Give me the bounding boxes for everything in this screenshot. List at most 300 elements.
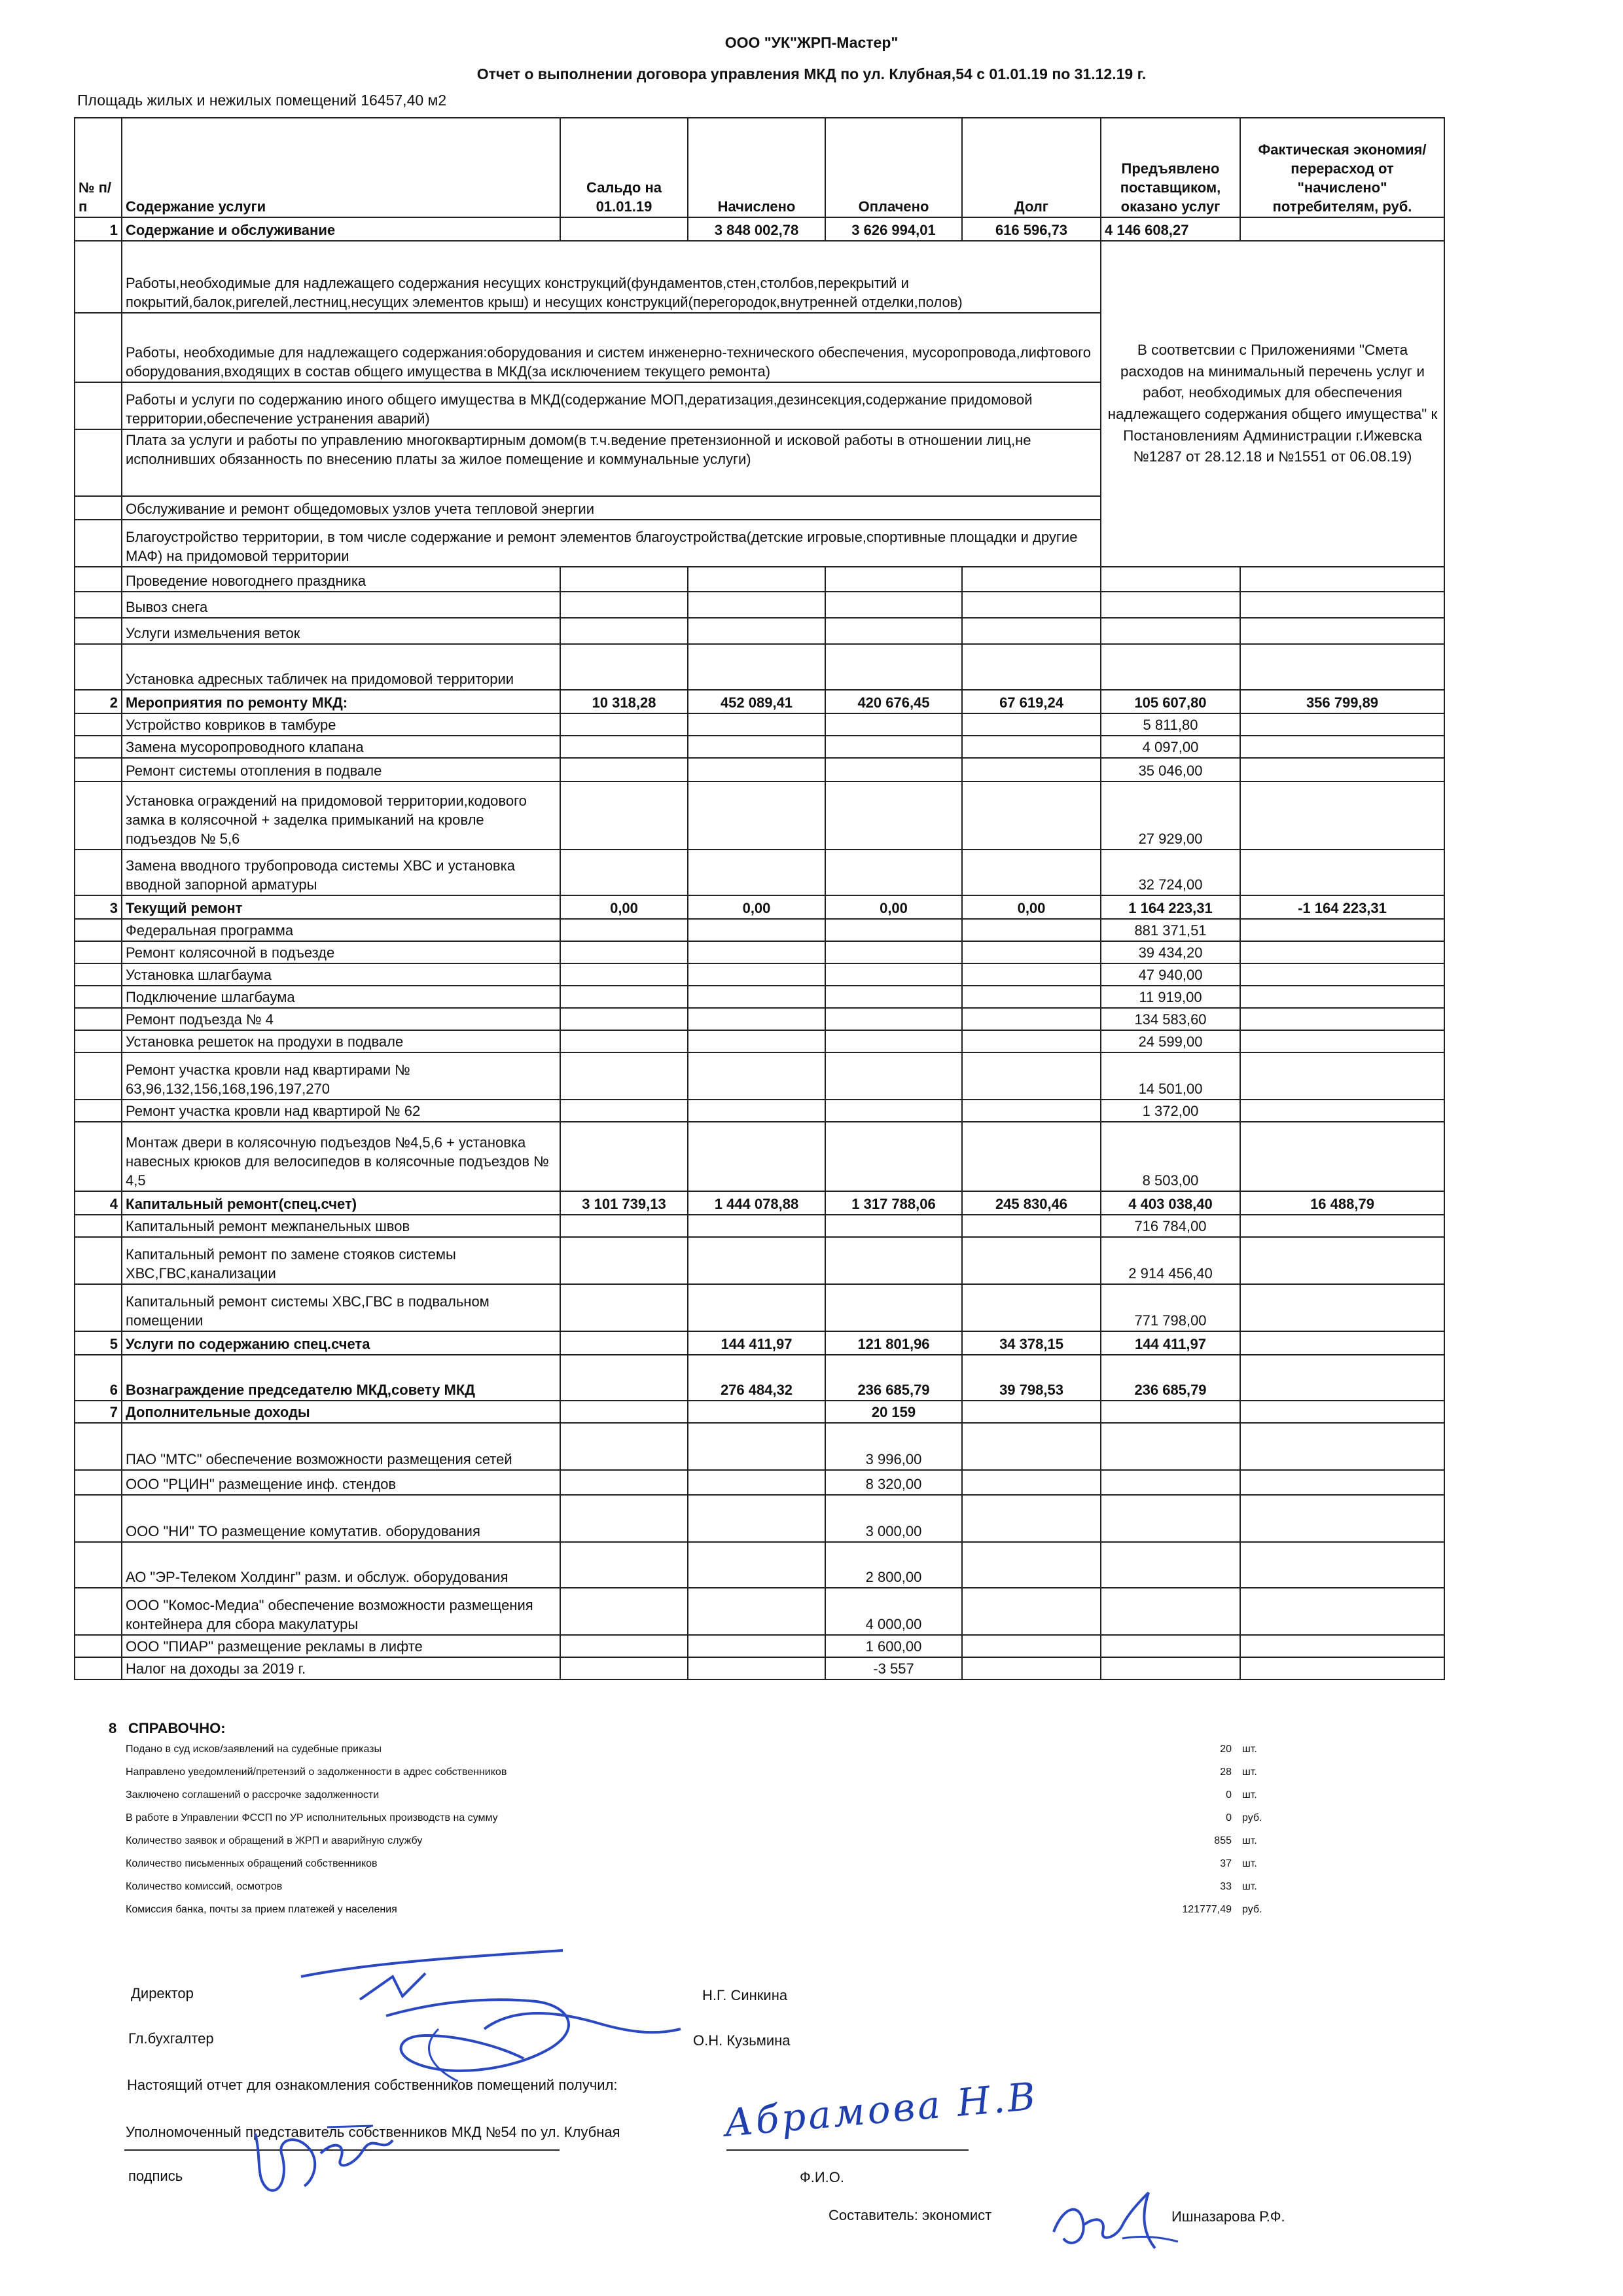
row-cell bbox=[1240, 1284, 1444, 1331]
row-num bbox=[75, 1423, 122, 1470]
col-num: № п/п bbox=[75, 118, 122, 217]
compiler-signature bbox=[1044, 2186, 1181, 2258]
row-balance: 3 101 739,13 bbox=[560, 1191, 688, 1215]
row-cell bbox=[825, 592, 962, 618]
row-cell bbox=[1240, 1052, 1444, 1100]
reference-unit: руб. bbox=[1242, 1812, 1262, 1823]
row-cell bbox=[560, 1052, 688, 1100]
row-num bbox=[75, 1008, 122, 1030]
col-charged: Начислено bbox=[688, 118, 825, 217]
row-cell bbox=[688, 1030, 825, 1052]
director-signature bbox=[288, 1937, 694, 2094]
table-row bbox=[75, 1122, 1444, 1191]
reference-label: Подано в суд исков/заявлений на судебные приказы bbox=[126, 1744, 382, 1755]
reference-value: 37 bbox=[1220, 1858, 1232, 1869]
row-name: Услуги измельчения веток bbox=[122, 618, 560, 644]
row-name: ООО "РЦИН" размещение инф. стендов bbox=[122, 1470, 560, 1495]
row-num bbox=[75, 1030, 122, 1052]
row-cell bbox=[688, 850, 825, 895]
section-row bbox=[75, 1331, 1444, 1355]
table-row bbox=[75, 644, 1444, 690]
row-cell bbox=[962, 1284, 1101, 1331]
row-num bbox=[75, 496, 122, 520]
row-cell bbox=[825, 1237, 962, 1284]
row-num bbox=[75, 1284, 122, 1331]
col-economy: Фактическая экономия/перерасход от "начислено" потребителям, руб. bbox=[1240, 118, 1444, 217]
row-num bbox=[75, 963, 122, 986]
row-cell bbox=[1240, 850, 1444, 895]
table-row bbox=[75, 1030, 1444, 1052]
row-cell bbox=[688, 1401, 825, 1423]
row-cell bbox=[560, 1470, 688, 1495]
row-num bbox=[75, 429, 122, 496]
row-cell bbox=[560, 567, 688, 592]
row-cell bbox=[1240, 1635, 1444, 1657]
row-cell bbox=[825, 1008, 962, 1030]
row-cell bbox=[1240, 919, 1444, 941]
table-row bbox=[75, 1008, 1444, 1030]
row-name: Установка шлагбаума bbox=[122, 963, 560, 986]
row-cell bbox=[688, 941, 825, 963]
row-num bbox=[75, 520, 122, 567]
table-row bbox=[75, 713, 1444, 736]
row-cell bbox=[825, 1122, 962, 1191]
representative-signature bbox=[242, 2114, 399, 2199]
row-presented: 47 940,00 bbox=[1101, 963, 1240, 986]
director-name: Н.Г. Синкина bbox=[702, 1987, 788, 2003]
table-row bbox=[75, 758, 1444, 781]
reference-item bbox=[126, 1812, 1304, 1835]
row-cell bbox=[560, 713, 688, 736]
col-balance: Сальдо на 01.01.19 bbox=[560, 118, 688, 217]
row-cell bbox=[962, 781, 1101, 850]
area-info: Площадь жилых и нежилых помещений 16457,40 м2 bbox=[77, 92, 447, 109]
row-debt: 616 596,73 bbox=[962, 217, 1101, 241]
row-cell bbox=[688, 1542, 825, 1588]
row-num bbox=[75, 1052, 122, 1100]
row-cell bbox=[962, 850, 1101, 895]
reference-value: 0 bbox=[1226, 1812, 1232, 1823]
table-row bbox=[75, 986, 1444, 1008]
row-name: Ремонт колясочной в подъезде bbox=[122, 941, 560, 963]
reference-item bbox=[126, 1767, 1304, 1789]
row-cell bbox=[688, 592, 825, 618]
row-name: Работы и услуги по содержанию иного общего имущества в МКД(содержание МОП,дератизация,дезинсекция,содержание придомовой территории,обеспечение устранения аварий) bbox=[122, 382, 1101, 429]
row-cell bbox=[962, 1657, 1101, 1679]
reference-item bbox=[126, 1744, 1304, 1766]
reference-value: 33 bbox=[1220, 1881, 1232, 1892]
row-num bbox=[75, 1495, 122, 1542]
row-cell bbox=[1101, 1423, 1240, 1470]
row-cell bbox=[1240, 1355, 1444, 1401]
row-num bbox=[75, 758, 122, 781]
row-cell bbox=[688, 567, 825, 592]
table-row bbox=[75, 592, 1444, 618]
row-presented: 24 599,00 bbox=[1101, 1030, 1240, 1052]
row-balance: 10 318,28 bbox=[560, 690, 688, 713]
row-name: ПАО "МТС" обеспечение возможности размещения сетей bbox=[122, 1423, 560, 1470]
row-charged: 276 484,32 bbox=[688, 1355, 825, 1401]
row-paid: 1 600,00 bbox=[825, 1635, 962, 1657]
row-cell bbox=[688, 1008, 825, 1030]
reference-unit: шт. bbox=[1242, 1835, 1257, 1846]
reference-unit: шт. bbox=[1242, 1789, 1257, 1801]
row-presented: 11 919,00 bbox=[1101, 986, 1240, 1008]
row-num bbox=[75, 382, 122, 429]
row-name: Налог на доходы за 2019 г. bbox=[122, 1657, 560, 1679]
row-debt: 34 378,15 bbox=[962, 1331, 1101, 1355]
row-cell bbox=[560, 1355, 688, 1401]
row-cell bbox=[560, 986, 688, 1008]
row-cell bbox=[560, 1008, 688, 1030]
col-paid: Оплачено bbox=[825, 118, 962, 217]
row-cell bbox=[1240, 644, 1444, 690]
row-name: Содержание и обслуживание bbox=[122, 217, 560, 241]
row-cell bbox=[962, 1100, 1101, 1122]
row-cell bbox=[962, 1008, 1101, 1030]
row-cell bbox=[560, 1122, 688, 1191]
row-num bbox=[75, 1215, 122, 1237]
row-cell bbox=[825, 781, 962, 850]
reference-label: Направлено уведомлений/претензий о задолженности в адрес собственников bbox=[126, 1767, 507, 1778]
row-cell bbox=[688, 618, 825, 644]
row-presented: 105 607,80 bbox=[1101, 690, 1240, 713]
table-row bbox=[75, 1542, 1444, 1588]
reference-value: 121777,49 bbox=[1182, 1904, 1232, 1915]
received-note: Настоящий отчет для ознакомления собственников помещений получил: bbox=[127, 2077, 618, 2093]
row-cell bbox=[825, 1030, 962, 1052]
row-cell bbox=[825, 1284, 962, 1331]
row-cell bbox=[1240, 1331, 1444, 1355]
row-cell bbox=[962, 618, 1101, 644]
row-paid: 0,00 bbox=[825, 895, 962, 919]
row-cell bbox=[1240, 1588, 1444, 1635]
row-name: Вознаграждение председателю МКД,совету МКД bbox=[122, 1355, 560, 1401]
section-row bbox=[75, 1355, 1444, 1401]
row-name: Капитальный ремонт системы ХВС,ГВС в подвальном помещении bbox=[122, 1284, 560, 1331]
section-row bbox=[75, 1401, 1444, 1423]
row-num bbox=[75, 1635, 122, 1657]
row-cell bbox=[688, 1100, 825, 1122]
row-presented: 1 372,00 bbox=[1101, 1100, 1240, 1122]
row-presented: 8 503,00 bbox=[1101, 1122, 1240, 1191]
row-presented: 4 097,00 bbox=[1101, 736, 1240, 758]
row-name: Подключение шлагбаума bbox=[122, 986, 560, 1008]
table-row bbox=[75, 1495, 1444, 1542]
table-row bbox=[75, 1657, 1444, 1679]
row-cell bbox=[1240, 1423, 1444, 1470]
company-name: ООО "УК"ЖРП-Мастер" bbox=[724, 34, 899, 51]
row-cell bbox=[688, 644, 825, 690]
row-num bbox=[75, 1542, 122, 1588]
reference-item bbox=[126, 1835, 1304, 1857]
col-presented: Предъявлено поставщиком, оказано услуг bbox=[1101, 118, 1240, 217]
row-cell bbox=[560, 963, 688, 986]
row-cell bbox=[825, 567, 962, 592]
row-economy: 16 488,79 bbox=[1240, 1191, 1444, 1215]
row-cell bbox=[1101, 592, 1240, 618]
row-num: 2 bbox=[75, 690, 122, 713]
row-charged: 1 444 078,88 bbox=[688, 1191, 825, 1215]
handwritten-name: Абрамова Н.В bbox=[722, 2073, 1040, 2145]
row-cell bbox=[1240, 963, 1444, 986]
row-name: Обслуживание и ремонт общедомовых узлов учета тепловой энергии bbox=[122, 496, 1101, 520]
row-cell bbox=[1240, 1470, 1444, 1495]
row-cell bbox=[1240, 1237, 1444, 1284]
section-row bbox=[75, 1191, 1444, 1215]
row-cell bbox=[825, 1052, 962, 1100]
row-paid: 4 000,00 bbox=[825, 1588, 962, 1635]
row-presented: 236 685,79 bbox=[1101, 1355, 1240, 1401]
reference-value: 0 bbox=[1226, 1789, 1232, 1801]
row-debt: 245 830,46 bbox=[962, 1191, 1101, 1215]
row-debt: 39 798,53 bbox=[962, 1355, 1101, 1401]
row-num bbox=[75, 986, 122, 1008]
row-num bbox=[75, 781, 122, 850]
row-name: Дополнительные доходы bbox=[122, 1401, 560, 1423]
reference-unit: шт. bbox=[1242, 1881, 1257, 1892]
row-cell bbox=[560, 618, 688, 644]
row-presented: 35 046,00 bbox=[1101, 758, 1240, 781]
row-paid: 8 320,00 bbox=[825, 1470, 962, 1495]
row-cell bbox=[688, 758, 825, 781]
row-cell bbox=[962, 1495, 1101, 1542]
reference-unit: шт. bbox=[1242, 1858, 1257, 1869]
row-cell bbox=[825, 1215, 962, 1237]
row-paid: 121 801,96 bbox=[825, 1331, 962, 1355]
reference-label: Количество письменных обращений собственников bbox=[126, 1858, 378, 1869]
row-cell bbox=[1240, 1100, 1444, 1122]
row-name: Ремонт системы отопления в подвале bbox=[122, 758, 560, 781]
row-cell bbox=[1240, 986, 1444, 1008]
row-economy bbox=[1240, 217, 1444, 241]
row-name: Проведение новогоднего праздника bbox=[122, 567, 560, 592]
row-name: Установка адресных табличек на придомовой территории bbox=[122, 644, 560, 690]
table-row bbox=[75, 963, 1444, 986]
row-name: Капитальный ремонт по замене стояков системы ХВС,ГВС,канализации bbox=[122, 1237, 560, 1284]
row-num bbox=[75, 713, 122, 736]
row-name: Ремонт подъезда № 4 bbox=[122, 1008, 560, 1030]
row-cell bbox=[962, 1052, 1101, 1100]
row-num bbox=[75, 941, 122, 963]
row-cell bbox=[962, 1215, 1101, 1237]
row-cell bbox=[560, 1423, 688, 1470]
row-num bbox=[75, 736, 122, 758]
row-presented: 881 371,51 bbox=[1101, 919, 1240, 941]
row-num: 3 bbox=[75, 895, 122, 919]
row-cell bbox=[560, 736, 688, 758]
row-cell bbox=[1240, 1401, 1444, 1423]
row-paid: 20 159 bbox=[825, 1401, 962, 1423]
reference-num: 8 bbox=[109, 1720, 117, 1736]
row-num bbox=[75, 919, 122, 941]
row-num: 4 bbox=[75, 1191, 122, 1215]
row-cell bbox=[1101, 1401, 1240, 1423]
reference-label: В работе в Управлении ФССП по УР исполнительных производств на сумму bbox=[126, 1812, 498, 1823]
section-row bbox=[75, 217, 1444, 241]
row-cell bbox=[560, 850, 688, 895]
row-cell bbox=[962, 1122, 1101, 1191]
row-name: Вывоз снега bbox=[122, 592, 560, 618]
row-paid: 3 996,00 bbox=[825, 1423, 962, 1470]
row-num bbox=[75, 1100, 122, 1122]
row-cell bbox=[688, 1122, 825, 1191]
row-cell bbox=[962, 941, 1101, 963]
row-cell bbox=[962, 1401, 1101, 1423]
row-cell bbox=[1240, 1657, 1444, 1679]
row-name: Устройство ковриков в тамбуре bbox=[122, 713, 560, 736]
row-cell bbox=[1240, 941, 1444, 963]
row-charged: 144 411,97 bbox=[688, 1331, 825, 1355]
row-charged: 3 848 002,78 bbox=[688, 217, 825, 241]
report-table bbox=[74, 117, 1445, 1680]
row-cell bbox=[688, 963, 825, 986]
row-name: Замена вводного трубопровода системы ХВС и установка вводной запорной арматуры bbox=[122, 850, 560, 895]
row-name: Ремонт участка кровли над квартирой № 62 bbox=[122, 1100, 560, 1122]
row-cell bbox=[825, 1100, 962, 1122]
row-presented: 27 929,00 bbox=[1101, 781, 1240, 850]
row-cell bbox=[962, 1588, 1101, 1635]
row-paid: 420 676,45 bbox=[825, 690, 962, 713]
row-presented: 134 583,60 bbox=[1101, 1008, 1240, 1030]
row-cell bbox=[688, 1052, 825, 1100]
table-row bbox=[75, 1423, 1444, 1470]
row-cell bbox=[688, 781, 825, 850]
reference-label: Комиссия банка, почты за прием платежей у населения bbox=[126, 1904, 397, 1915]
row-num bbox=[75, 644, 122, 690]
row-cell bbox=[962, 1470, 1101, 1495]
row-name: Капитальный ремонт межпанельных швов bbox=[122, 1215, 560, 1237]
row-name: Мероприятия по ремонту МКД: bbox=[122, 690, 560, 713]
row-cell bbox=[962, 1237, 1101, 1284]
row-cell bbox=[688, 1237, 825, 1284]
report-title: Отчет о выполнении договора управления МКД по ул. Клубная,54 с 01.01.19 по 31.12.19 г. bbox=[476, 65, 1147, 82]
row-cell bbox=[560, 592, 688, 618]
compiler-name: Ишназарова Р.Ф. bbox=[1171, 2208, 1285, 2225]
table-row bbox=[75, 919, 1444, 941]
reference-item bbox=[126, 1858, 1304, 1880]
table-row bbox=[75, 1237, 1444, 1284]
row-name: Ремонт участка кровли над квартирами № 63,96,132,156,168,196,197,270 bbox=[122, 1052, 560, 1100]
row-cell bbox=[560, 1635, 688, 1657]
row-paid: 3 626 994,01 bbox=[825, 217, 962, 241]
row-cell bbox=[560, 1237, 688, 1284]
table-row bbox=[75, 1635, 1444, 1657]
row-cell bbox=[1240, 713, 1444, 736]
row-cell bbox=[1101, 1635, 1240, 1657]
reference-value: 28 bbox=[1220, 1767, 1232, 1778]
table-row bbox=[75, 1284, 1444, 1331]
row-num: 5 bbox=[75, 1331, 122, 1355]
reference-unit: шт. bbox=[1242, 1744, 1257, 1755]
row-cell bbox=[688, 1284, 825, 1331]
accountant-name: О.Н. Кузьмина bbox=[693, 2032, 791, 2049]
sign-label: подпись bbox=[128, 2168, 183, 2184]
row-cell bbox=[962, 1030, 1101, 1052]
row-num bbox=[75, 592, 122, 618]
row-presented: 14 501,00 bbox=[1101, 1052, 1240, 1100]
row-name: Работы, необходимые для надлежащего содержания:оборудования и систем инженерно-технического обеспечения, мусоропровода,лифтового оборудования,входящих в состав общего имущества в МКД(за исключением текущего ремонта) bbox=[122, 313, 1101, 382]
row-presented: 1 164 223,31 bbox=[1101, 895, 1240, 919]
row-cell bbox=[688, 1423, 825, 1470]
row-paid: 236 685,79 bbox=[825, 1355, 962, 1401]
row-cell bbox=[1240, 1030, 1444, 1052]
table-row bbox=[75, 1052, 1444, 1100]
reference-unit: руб. bbox=[1242, 1904, 1262, 1915]
row-name: Капитальный ремонт(спец.счет) bbox=[122, 1191, 560, 1215]
row-cell bbox=[560, 1215, 688, 1237]
row-cell bbox=[825, 736, 962, 758]
row-cell bbox=[560, 941, 688, 963]
row-name: Услуги по содержанию спец.счета bbox=[122, 1331, 560, 1355]
row-name: Благоустройство территории, в том числе содержание и ремонт элементов благоустройства(детские игровые,спортивные площадки и другие МАФ) на придомовой территории bbox=[122, 520, 1101, 567]
row-cell bbox=[1240, 1542, 1444, 1588]
row-num: 1 bbox=[75, 217, 122, 241]
row-cell bbox=[560, 1657, 688, 1679]
accountant-label: Гл.бухгалтер bbox=[128, 2030, 214, 2047]
row-cell bbox=[1101, 567, 1240, 592]
reference-unit: шт. bbox=[1242, 1767, 1257, 1778]
table-row bbox=[75, 850, 1444, 895]
table-row bbox=[75, 618, 1444, 644]
row-num: 6 bbox=[75, 1355, 122, 1401]
representative-label: Уполномоченный представитель собственников МКД №54 по ул. Клубная bbox=[126, 2124, 620, 2140]
row-num bbox=[75, 1237, 122, 1284]
row-cell bbox=[825, 986, 962, 1008]
section-row bbox=[75, 895, 1444, 919]
row-cell bbox=[560, 1588, 688, 1635]
reference-label: Количество комиссий, осмотров bbox=[126, 1881, 283, 1892]
row-name: Работы,необходимые для надлежащего содержания несущих конструкций(фундаментов,стен,столбов,перекрытий и покрытий,балок,ригелей,лестниц,несущих элементов крыш) и несущих конструкций(перегородок,внутренней отделки,полов) bbox=[122, 241, 1101, 313]
row-cell bbox=[688, 986, 825, 1008]
row-presented: 4 146 608,27 bbox=[1101, 217, 1240, 241]
row-cell bbox=[1240, 618, 1444, 644]
row-cell bbox=[1101, 618, 1240, 644]
row-num bbox=[75, 313, 122, 382]
row-name: Установка ограждений на придомовой территории,кодового замка в колясочной + заделка примыканий на кровле подъездов № 5,6 bbox=[122, 781, 560, 850]
row-name: ООО "НИ" ТО размещение комутатив. оборудования bbox=[122, 1495, 560, 1542]
row-name: Монтаж двери в колясочную подъездов №4,5,6 + установка навесных крюков для велосипедов в колясочные подъездов № 4,5 bbox=[122, 1122, 560, 1191]
reference-label: Заключено соглашений о рассрочке задолженности bbox=[126, 1789, 380, 1801]
row-charged: 452 089,41 bbox=[688, 690, 825, 713]
row-economy: -1 164 223,31 bbox=[1240, 895, 1444, 919]
row-cell bbox=[825, 850, 962, 895]
row-cell bbox=[560, 1401, 688, 1423]
row-cell bbox=[688, 736, 825, 758]
row-cell bbox=[962, 1423, 1101, 1470]
row-cell bbox=[825, 941, 962, 963]
row-cell bbox=[688, 1635, 825, 1657]
row-cell bbox=[1101, 1657, 1240, 1679]
row-cell bbox=[1240, 1215, 1444, 1237]
row-cell bbox=[1101, 1588, 1240, 1635]
row-cell bbox=[962, 963, 1101, 986]
table-row bbox=[75, 1215, 1444, 1237]
col-debt: Долг bbox=[962, 118, 1101, 217]
row-cell bbox=[825, 618, 962, 644]
row-presented: 716 784,00 bbox=[1101, 1215, 1240, 1237]
table-row bbox=[75, 1470, 1444, 1495]
row-presented: 39 434,20 bbox=[1101, 941, 1240, 963]
row-name: Плата за услуги и работы по управлению многоквартирным домом(в т.ч.ведение претензионной и исковой работы в отношении лиц,не исполнивших обязанность по внесению платы за жилое помещение и коммунальные услуги) bbox=[122, 429, 1101, 496]
reference-item bbox=[126, 1789, 1304, 1812]
reference-label: Количество заявок и обращений в ЖРП и аварийную службу bbox=[126, 1835, 423, 1846]
row-cell bbox=[560, 781, 688, 850]
row-cell bbox=[688, 1588, 825, 1635]
table-row bbox=[75, 1588, 1444, 1635]
row-charged: 0,00 bbox=[688, 895, 825, 919]
row-cell bbox=[962, 713, 1101, 736]
